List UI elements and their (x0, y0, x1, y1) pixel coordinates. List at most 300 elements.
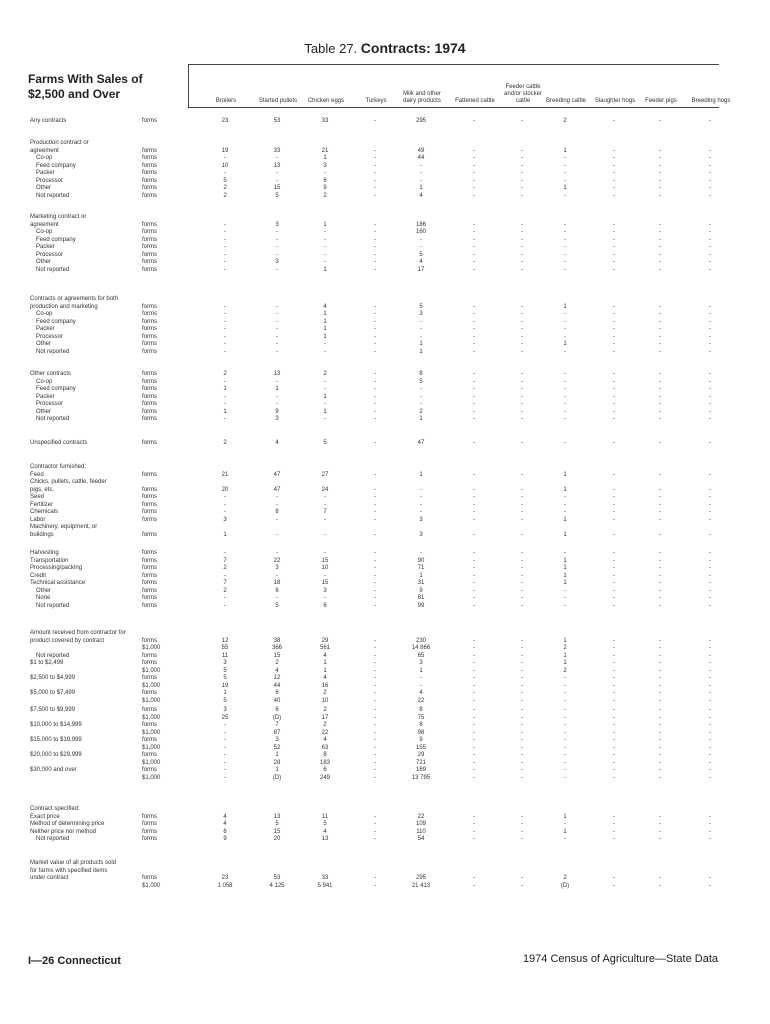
row-unit: $1,000 (142, 759, 161, 766)
table-cell: - (521, 192, 523, 199)
table-cell: - (521, 722, 523, 728)
table-cell: 4 (323, 737, 327, 743)
row-unit: forms (142, 244, 157, 250)
table-cell: 1 (323, 311, 327, 317)
row-label: Seed (30, 494, 45, 500)
row-unit: forms (142, 378, 157, 385)
table-cell: - (659, 572, 661, 579)
table-cell: - (374, 722, 376, 728)
row-unit: forms (142, 675, 157, 681)
table-cell: - (374, 170, 376, 176)
table-cell: - (709, 229, 711, 235)
table-cell: 47 (273, 486, 281, 493)
table-cell: - (613, 486, 615, 493)
table-cell: - (473, 177, 475, 184)
table-cell: - (709, 401, 711, 407)
table-cell: - (659, 882, 661, 889)
table-cell: - (659, 682, 661, 689)
table-cell: - (659, 690, 661, 696)
table-row (0, 494, 770, 502)
table-cell: - (709, 565, 711, 571)
row-label: Contract specified: (30, 806, 80, 812)
table-cell: 5 (323, 821, 327, 827)
table-cell: 2 (563, 875, 567, 881)
table-cell: - (374, 557, 376, 564)
table-cell: - (521, 759, 523, 766)
table-cell: - (224, 266, 226, 273)
table-cell: - (276, 244, 278, 250)
table-cell: - (224, 767, 226, 773)
table-cell: 1 (563, 531, 567, 538)
table-cell: - (564, 162, 566, 169)
row-label: Other (36, 185, 52, 191)
table-cell: - (374, 221, 376, 228)
row-unit: forms (142, 177, 157, 184)
table-row (0, 558, 770, 566)
table-cell: 24 (321, 486, 329, 493)
table-cell: - (374, 744, 376, 751)
table-cell: - (709, 266, 711, 273)
table-cell: - (521, 401, 523, 407)
row-label: $10,000 to $14,999 (30, 722, 82, 728)
table-row (0, 653, 770, 661)
table-cell: - (709, 318, 711, 325)
table-cell: - (613, 774, 615, 781)
row-unit: forms (142, 170, 157, 176)
table-cell: - (374, 767, 376, 773)
table-cell: - (659, 667, 661, 674)
column-header: Fattened cattle (455, 98, 495, 104)
table-cell: - (709, 118, 711, 124)
table-row (0, 814, 770, 822)
table-cell: - (659, 645, 661, 651)
table-row (0, 170, 770, 178)
table-cell: - (613, 147, 615, 154)
row-unit: forms (142, 565, 157, 571)
table-cell: - (613, 667, 615, 674)
table-cell: - (374, 595, 376, 601)
row-label: Any contracts (30, 118, 67, 124)
row-label: agreement (30, 221, 59, 228)
table-cell: - (473, 550, 475, 556)
table-cell: - (374, 813, 376, 820)
table-cell: - (564, 170, 566, 176)
table-cell: 2 (223, 587, 227, 594)
table-cell: 3 (275, 565, 279, 571)
row-unit: forms (142, 251, 157, 258)
table-cell: 3 (223, 707, 227, 713)
table-cell: 13 795 (411, 774, 431, 781)
table-cell: - (709, 759, 711, 766)
table-cell: - (224, 378, 226, 385)
row-unit: $1,000 (142, 645, 161, 651)
table-cell: - (521, 251, 523, 258)
table-cell: 3 (419, 660, 423, 666)
row-unit: forms (142, 318, 157, 325)
page-number-state: I—26 Connecticut (28, 955, 121, 967)
table-cell: - (521, 690, 523, 696)
row-unit: forms (142, 531, 157, 538)
table-cell: - (659, 177, 661, 184)
table-cell: 4 (275, 667, 279, 674)
table-cell: 1 (419, 471, 423, 478)
table-cell: - (473, 759, 475, 766)
table-cell: - (324, 341, 326, 347)
table-cell: - (276, 318, 278, 325)
row-label: Neither price nor method (30, 828, 97, 835)
table-cell: - (659, 759, 661, 766)
table-cell: - (521, 752, 523, 758)
table-cell: - (374, 185, 376, 191)
table-cell: - (276, 236, 278, 243)
table-cell: - (374, 341, 376, 347)
table-cell: - (521, 259, 523, 265)
table-cell: - (374, 682, 376, 689)
table-cell: 16 (321, 682, 329, 689)
table-cell: - (709, 602, 711, 609)
row-label: $2,500 to $4,999 (30, 675, 76, 681)
table-cell: - (709, 722, 711, 728)
table-cell: 44 (273, 682, 281, 689)
row-unit: forms (142, 416, 157, 422)
table-cell: - (709, 714, 711, 721)
table-cell: - (659, 821, 661, 827)
table-cell: 1 (419, 341, 423, 347)
row-unit: forms (142, 557, 157, 564)
table-cell: - (564, 729, 566, 736)
table-cell: - (613, 386, 615, 392)
table-cell: - (224, 236, 226, 243)
table-cell: - (613, 707, 615, 713)
table-cell: 6 (275, 690, 279, 696)
table-cell: 1 (563, 637, 567, 644)
table-cell: - (613, 836, 615, 842)
table-cell: 2 (323, 371, 327, 377)
table-cell: - (473, 251, 475, 258)
table-cell: - (324, 501, 326, 508)
table-cell: - (659, 229, 661, 235)
table-cell: - (374, 675, 376, 681)
row-label: Processor (36, 177, 64, 184)
column-header: Broilers (215, 98, 237, 104)
table-cell: - (324, 251, 326, 258)
row-label: Not reported (36, 652, 70, 659)
table-cell: 1 (223, 386, 227, 392)
table-cell: - (374, 550, 376, 556)
table-row (0, 479, 770, 487)
table-cell: - (564, 595, 566, 601)
table-cell: - (374, 177, 376, 184)
table-cell: - (613, 236, 615, 243)
table-cell: - (613, 682, 615, 689)
table-cell: - (521, 494, 523, 500)
row-unit: forms (142, 162, 157, 169)
table-cell: - (473, 326, 475, 332)
table-cell: - (276, 595, 278, 601)
table-cell: - (613, 303, 615, 310)
table-cell: - (564, 371, 566, 377)
table-cell: 4 (419, 192, 423, 199)
table-cell: 1 (323, 221, 327, 228)
table-cell: - (564, 550, 566, 556)
table-cell: 13 (273, 371, 281, 377)
table-cell: - (709, 416, 711, 422)
table-cell: - (564, 707, 566, 713)
table-cell: - (613, 408, 615, 415)
table-cell: 2 (563, 667, 567, 674)
table-cell: - (564, 821, 566, 827)
table-cell: 2 (563, 118, 567, 124)
table-cell: - (659, 236, 661, 243)
table-cell: - (374, 155, 376, 161)
table-cell: - (521, 697, 523, 704)
table-cell: - (564, 221, 566, 228)
table-cell: 169 (415, 767, 426, 773)
table-cell: - (224, 752, 226, 758)
table-cell: - (473, 707, 475, 713)
table-cell: - (521, 147, 523, 154)
table-cell: - (521, 471, 523, 478)
left-header (28, 72, 143, 102)
column-header: Chicken eggs (307, 98, 345, 104)
table-row (0, 401, 770, 409)
row-label: $15,000 to $19,999 (30, 737, 82, 743)
table-row (0, 745, 770, 753)
table-cell: 1 (419, 667, 423, 674)
table-cell: - (521, 386, 523, 392)
table-cell: - (709, 303, 711, 310)
table-cell: - (473, 155, 475, 161)
table-cell: - (659, 587, 661, 594)
table-cell: - (521, 170, 523, 176)
table-cell: - (709, 371, 711, 377)
table-cell: - (709, 645, 711, 651)
row-unit: forms (142, 303, 157, 310)
table-cell: - (473, 185, 475, 191)
table-cell: - (521, 311, 523, 317)
table-cell: 1 (323, 318, 327, 325)
row-unit: forms (142, 595, 157, 601)
table-cell: 20 (273, 836, 281, 842)
table-cell: - (613, 744, 615, 751)
row-unit: $1,000 (142, 667, 161, 674)
row-label: Technical assistance (30, 580, 86, 586)
table-cell: - (659, 813, 661, 820)
table-cell: - (276, 266, 278, 273)
row-label: Other (36, 341, 52, 347)
table-cell: - (374, 408, 376, 415)
table-row (0, 386, 770, 394)
table-cell: 1 (323, 266, 327, 273)
table-cell: - (709, 707, 711, 713)
table-cell: - (374, 875, 376, 881)
table-cell: - (659, 595, 661, 601)
row-label: Market value of all products sold (30, 860, 117, 866)
table-cell: - (473, 221, 475, 228)
table-cell: 9 (323, 185, 327, 191)
table-cell: (D) (272, 774, 282, 781)
table-cell: - (613, 675, 615, 681)
table-row (0, 517, 770, 525)
table-cell: - (709, 393, 711, 400)
table-cell: 3 (275, 737, 279, 743)
row-label: Processor (36, 401, 64, 407)
table-cell: - (473, 311, 475, 317)
table-cell: - (276, 326, 278, 332)
table-cell: - (473, 162, 475, 169)
table-row (0, 148, 770, 156)
row-label: Co-op (36, 229, 53, 235)
table-cell: - (473, 348, 475, 355)
table-cell: 10 (321, 565, 329, 571)
column-header: Started pullets (258, 98, 298, 104)
table-cell: 87 (273, 729, 281, 736)
table-cell: - (521, 580, 523, 586)
table-cell: - (709, 652, 711, 659)
table-cell: 25 (221, 714, 229, 721)
table-cell: 21 (321, 147, 329, 154)
table-cell: - (473, 531, 475, 538)
row-label: $1 to $2,499 (30, 660, 64, 666)
row-label: Feed company (36, 386, 76, 392)
table-cell: 2 (323, 707, 327, 713)
table-cell: 3 (275, 221, 279, 228)
table-cell: 15 (273, 828, 281, 835)
table-cell: - (709, 531, 711, 538)
table-cell: - (564, 501, 566, 508)
table-cell: - (613, 737, 615, 743)
table-row (0, 140, 770, 148)
table-cell: 23 (221, 875, 229, 881)
table-cell: - (473, 259, 475, 265)
row-label: pigs, etc. (30, 486, 55, 493)
table-cell: - (224, 155, 226, 161)
table-cell: 5 (223, 675, 227, 681)
table-row (0, 193, 770, 201)
table-cell: - (473, 714, 475, 721)
table-cell: - (521, 501, 523, 508)
table-cell: - (473, 774, 475, 781)
table-cell: 3 (275, 416, 279, 422)
table-cell: - (224, 759, 226, 766)
table-row (0, 580, 770, 588)
table-cell: - (613, 192, 615, 199)
table-cell: - (521, 333, 523, 340)
row-label: Labor (30, 516, 46, 523)
table-cell: 2 (419, 408, 423, 415)
table-row (0, 683, 770, 691)
table-row (0, 214, 770, 222)
table-cell: - (521, 714, 523, 721)
row-unit: forms (142, 767, 157, 773)
row-unit: forms (142, 221, 157, 228)
table-cell: - (659, 192, 661, 199)
table-cell: 13 (273, 162, 281, 169)
table-cell: 55 (221, 645, 229, 651)
table-cell: - (564, 759, 566, 766)
table-row (0, 185, 770, 193)
row-unit: forms (142, 236, 157, 243)
table-cell: - (659, 440, 661, 446)
table-cell: 17 (321, 714, 329, 721)
table-cell: 11 (321, 813, 329, 820)
table-cell: 33 (321, 875, 329, 881)
table-cell: - (709, 162, 711, 169)
table-row (0, 237, 770, 245)
table-cell: - (420, 682, 422, 689)
table-cell: (D) (560, 882, 570, 889)
table-cell: - (473, 118, 475, 124)
table-cell: - (613, 580, 615, 586)
table-section (0, 464, 770, 539)
table-cell: - (564, 333, 566, 340)
table-cell: 2 (223, 440, 227, 446)
row-label: Feed company (36, 236, 76, 243)
table-cell: - (709, 311, 711, 317)
table-cell: - (613, 177, 615, 184)
table-cell: 99 (417, 602, 425, 609)
table-cell: - (564, 192, 566, 199)
table-cell: 31 (417, 580, 425, 586)
row-unit: forms (142, 118, 157, 124)
row-unit: forms (142, 494, 157, 500)
table-cell: - (374, 494, 376, 500)
table-cell: - (473, 737, 475, 743)
table-section (0, 296, 770, 356)
table-cell: 98 (417, 729, 425, 736)
table-row (0, 550, 770, 558)
row-label: Other (36, 408, 52, 415)
row-unit: forms (142, 192, 157, 199)
table-cell: 1 (419, 416, 423, 422)
table-cell: - (709, 221, 711, 228)
table-row (0, 573, 770, 581)
table-cell: - (521, 244, 523, 250)
table-row (0, 715, 770, 723)
table-cell: 5 (323, 440, 327, 446)
table-cell: - (374, 147, 376, 154)
table-cell: - (613, 828, 615, 835)
table-row (0, 821, 770, 829)
table-cell: 8 (419, 722, 423, 728)
table-cell: 5 (419, 303, 423, 310)
row-unit: forms (142, 722, 157, 728)
table-cell: - (564, 752, 566, 758)
row-label: buildings (30, 531, 54, 538)
table-cell: - (613, 882, 615, 889)
row-label: Co-op (36, 378, 53, 385)
table-cell: - (276, 170, 278, 176)
table-cell: - (473, 572, 475, 579)
table-cell: - (564, 229, 566, 235)
table-cell: - (473, 882, 475, 889)
table-cell: 53 (273, 118, 281, 124)
table-cell: - (521, 767, 523, 773)
table-cell: - (224, 251, 226, 258)
table-cell: - (709, 244, 711, 250)
table-cell: - (659, 471, 661, 478)
table-row (0, 416, 770, 424)
table-cell: - (224, 311, 226, 317)
table-cell: 1 058 (217, 882, 233, 889)
column-header: Slaughter hogs (594, 98, 636, 104)
table-cell: 9 (419, 587, 423, 594)
table-cell: - (521, 416, 523, 422)
table-cell: - (521, 557, 523, 564)
table-cell: 22 (321, 729, 329, 736)
row-label: Chemicals (30, 509, 59, 515)
table-cell: - (521, 177, 523, 184)
